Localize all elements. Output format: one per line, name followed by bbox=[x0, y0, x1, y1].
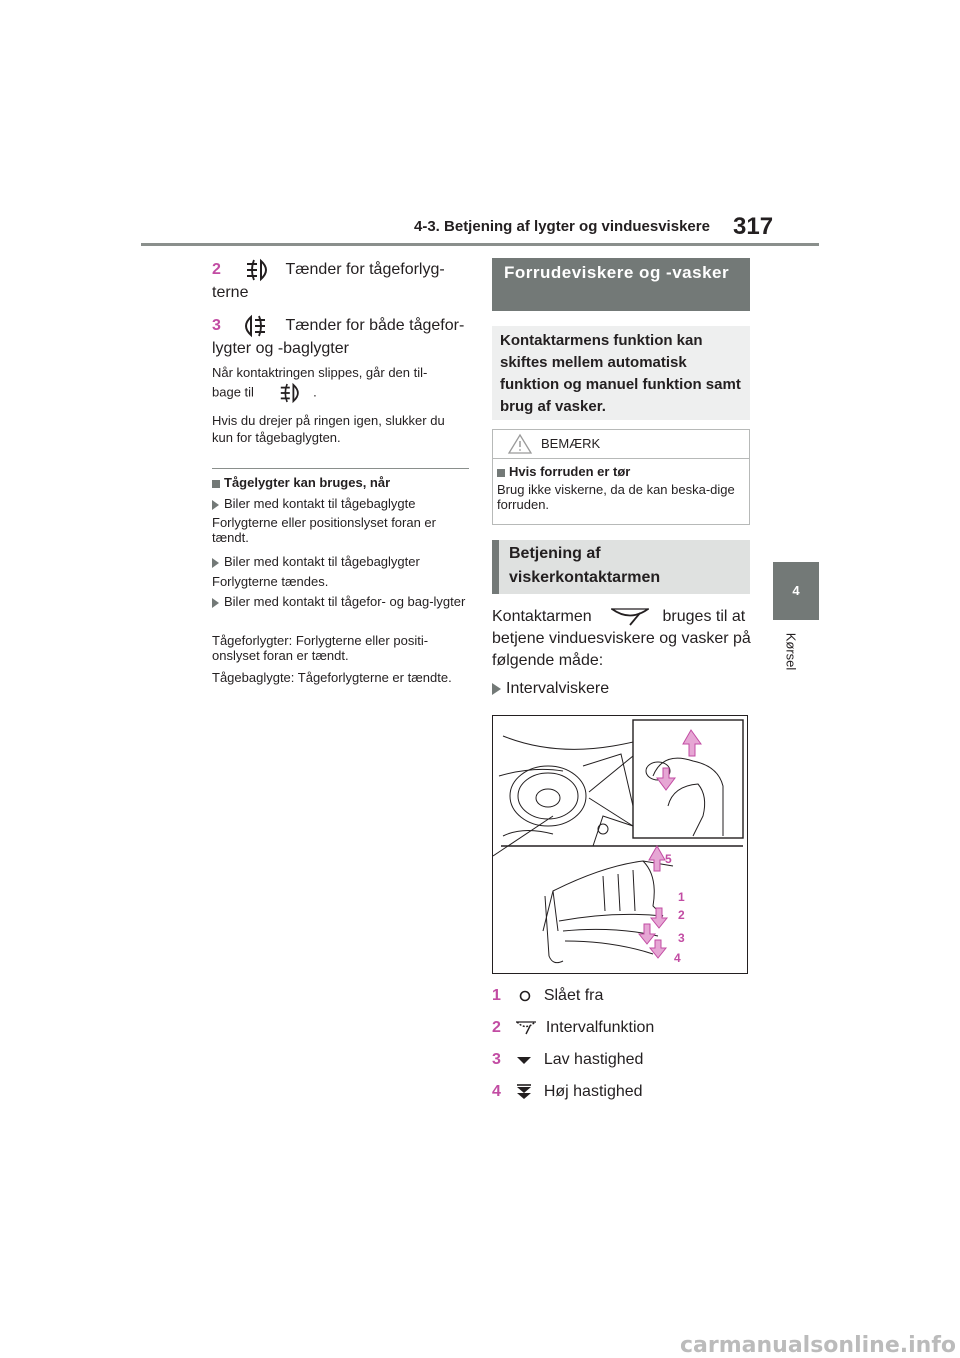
diagram-label-2: 2 bbox=[678, 908, 685, 922]
fog-bullet-1-text: Forlygterne eller positionslyset foran er tændt. bbox=[212, 515, 436, 545]
item-2: 2 Tænder for tågeforlyg-terne bbox=[212, 258, 474, 304]
divider bbox=[212, 468, 469, 469]
diagram-label-3: 3 bbox=[678, 931, 685, 945]
single-arrow-down-icon bbox=[515, 1053, 533, 1067]
triangle-bullet-icon bbox=[212, 598, 219, 608]
interval-bullet: Intervalviskere bbox=[492, 678, 609, 700]
front-rear-fog-light-icon bbox=[235, 314, 275, 338]
wiper-lever-icon bbox=[608, 606, 652, 628]
summary-box: Kontaktarmens funktion kan skiftes mellem automatisk funktion og manuel funktion samt brug af vasker. bbox=[492, 326, 750, 420]
note-return: Når kontaktringen slippes, går den til- bage til . bbox=[212, 364, 474, 405]
item-3: 3 Tænder for både tågefor-lygter og -baglygter bbox=[212, 314, 474, 360]
front-fog-light-icon bbox=[235, 258, 275, 282]
watermark: carmanualsonline.info bbox=[680, 1333, 956, 1358]
chapter-label: Kørsel bbox=[783, 632, 799, 671]
triangle-bullet-icon bbox=[492, 683, 501, 695]
legend-item-3: 3 Lav hastighed bbox=[492, 1051, 644, 1068]
fog-bullet-3: Biler med kontakt til tågefor- og bag-lygter bbox=[212, 594, 469, 609]
wiper-intermittent-icon bbox=[515, 1019, 537, 1037]
chapter-tab: 4 bbox=[773, 562, 819, 620]
notice-heading: Hvis forruden er tør bbox=[493, 459, 749, 480]
notice-text: Brug ikke viskerne, da de kan beska-dige forruden. bbox=[497, 482, 735, 512]
wiper-diagram bbox=[492, 715, 748, 974]
double-arrow-down-icon bbox=[515, 1083, 533, 1101]
fog-bullet-3-text-2: Tågebaglygte: Tågeforlygterne er tændte. bbox=[212, 670, 452, 685]
legend-item-2: 2 Intervalfunktion bbox=[492, 1019, 655, 1036]
off-circle-icon bbox=[517, 988, 533, 1004]
page-number: 317 bbox=[733, 213, 774, 240]
sub-band: Betjening af viskerkontaktarmen bbox=[492, 540, 750, 594]
fog-bullet-1: Biler med kontakt til tågebaglygte bbox=[212, 495, 469, 512]
fog-bullet-3-text-1: Tågeforlygter: Forlygterne eller positi-onslyset foran er tændt. bbox=[212, 633, 429, 663]
fog-bullet-2-text: Forlygterne tændes. bbox=[212, 574, 329, 589]
front-fog-light-icon bbox=[270, 381, 306, 405]
header-rule bbox=[141, 243, 819, 246]
diagram-label-4: 4 bbox=[674, 951, 681, 965]
triangle-bullet-icon bbox=[212, 500, 219, 510]
wiper-diagram-svg bbox=[493, 716, 747, 973]
fog-heading: Tågelygter kan bruges, når bbox=[212, 474, 469, 491]
section-title: 4-3. Betjening af lygter og vinduesviskere bbox=[414, 218, 710, 235]
legend-item-1: 1 Slået fra bbox=[492, 987, 604, 1004]
square-bullet-icon bbox=[497, 469, 505, 477]
fog-bullet-2: Biler med kontakt til tågebaglygter bbox=[212, 553, 469, 570]
diagram-label-1: 1 bbox=[678, 890, 685, 904]
intro-text: Kontaktarmen bruges til at betjene vinduesviskere og vasker på følgende måde: bbox=[492, 606, 752, 672]
section-band: Forrudeviskere og -vasker bbox=[492, 258, 750, 311]
legend-item-4: 4 Høj hastighed bbox=[492, 1083, 643, 1100]
square-bullet-icon bbox=[212, 480, 220, 488]
notice-header: BEMÆRK bbox=[493, 430, 749, 459]
notice-box bbox=[492, 429, 750, 525]
note-turn-again: Hvis du drejer på ringen igen, slukker du kun for tågebaglygten. bbox=[212, 413, 445, 445]
triangle-bullet-icon bbox=[212, 558, 219, 568]
diagram-label-5: 5 bbox=[665, 852, 672, 866]
warning-icon bbox=[507, 433, 533, 455]
